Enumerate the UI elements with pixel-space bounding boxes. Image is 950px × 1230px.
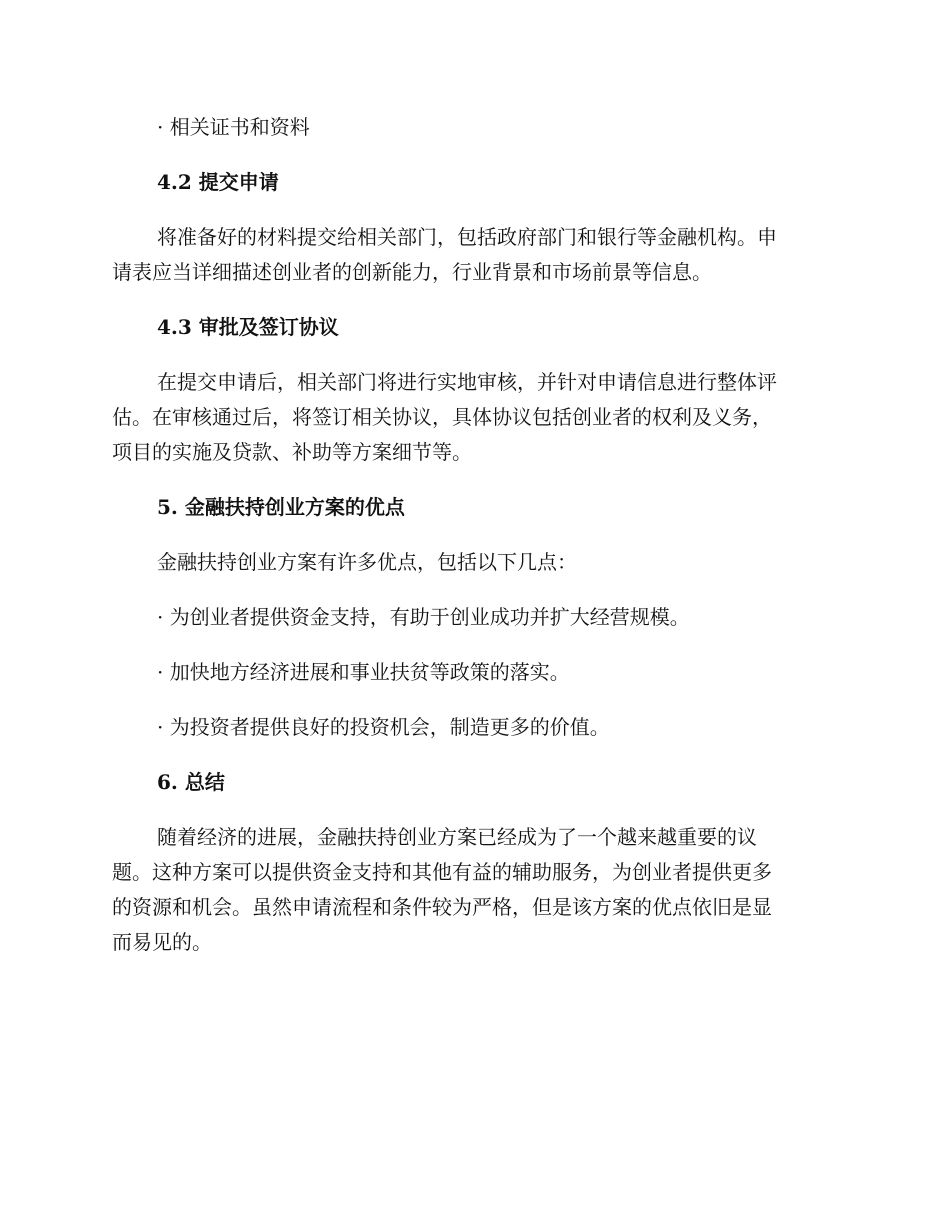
paragraph-line: 的资源和机会。虽然申请流程和条件较为严格，但是该方案的优点依旧是显 [112, 895, 772, 919]
bullet-item: · 为创业者提供资金支持，有助于创业成功并扩大经营规模。 [157, 605, 690, 629]
document-body [112, 110, 836, 980]
paragraph-line: 题。这种方案可以提供资金支持和其他有益的辅助服务，为创业者提供更多 [112, 860, 772, 884]
bullet-item: · 为投资者提供良好的投资机会，制造更多的价值。 [157, 715, 610, 739]
paragraph-line: 在提交申请后，相关部门将进行实地审核，并针对申请信息进行整体评 [157, 370, 777, 394]
paragraph-line: 随着经济的进展，金融扶持创业方案已经成为了一个越来越重要的议 [157, 825, 757, 849]
heading-5: 5. 金融扶持创业方案的优点 [157, 495, 405, 519]
paragraph-line: 项目的实施及贷款、补助等方案细节等。 [112, 440, 472, 464]
paragraph-4-3 [112, 365, 836, 470]
paragraph-line: 而易见的。 [112, 930, 212, 954]
paragraph-4-2 [112, 220, 836, 290]
heading-4-3: 4.3 审批及签订协议 [157, 315, 339, 339]
heading-4-2: 4.2 提交申请 [157, 170, 279, 194]
section-5-intro: 金融扶持创业方案有许多优点，包括以下几点： [157, 550, 577, 574]
paragraph-line: 估。在审核通过后，将签订相关协议，具体协议包括创业者的权利及义务， [112, 405, 772, 429]
bullet-certificates: · 相关证书和资料 [157, 115, 310, 139]
paragraph-6 [112, 820, 836, 960]
paragraph-line: 将准备好的材料提交给相关部门，包括政府部门和银行等金融机构。申 [157, 225, 777, 249]
heading-6: 6. 总结 [157, 770, 225, 794]
bullet-item: · 加快地方经济进展和事业扶贫等政策的落实。 [157, 660, 570, 684]
paragraph-line: 请表应当详细描述创业者的创新能力，行业背景和市场前景等信息。 [112, 260, 712, 284]
